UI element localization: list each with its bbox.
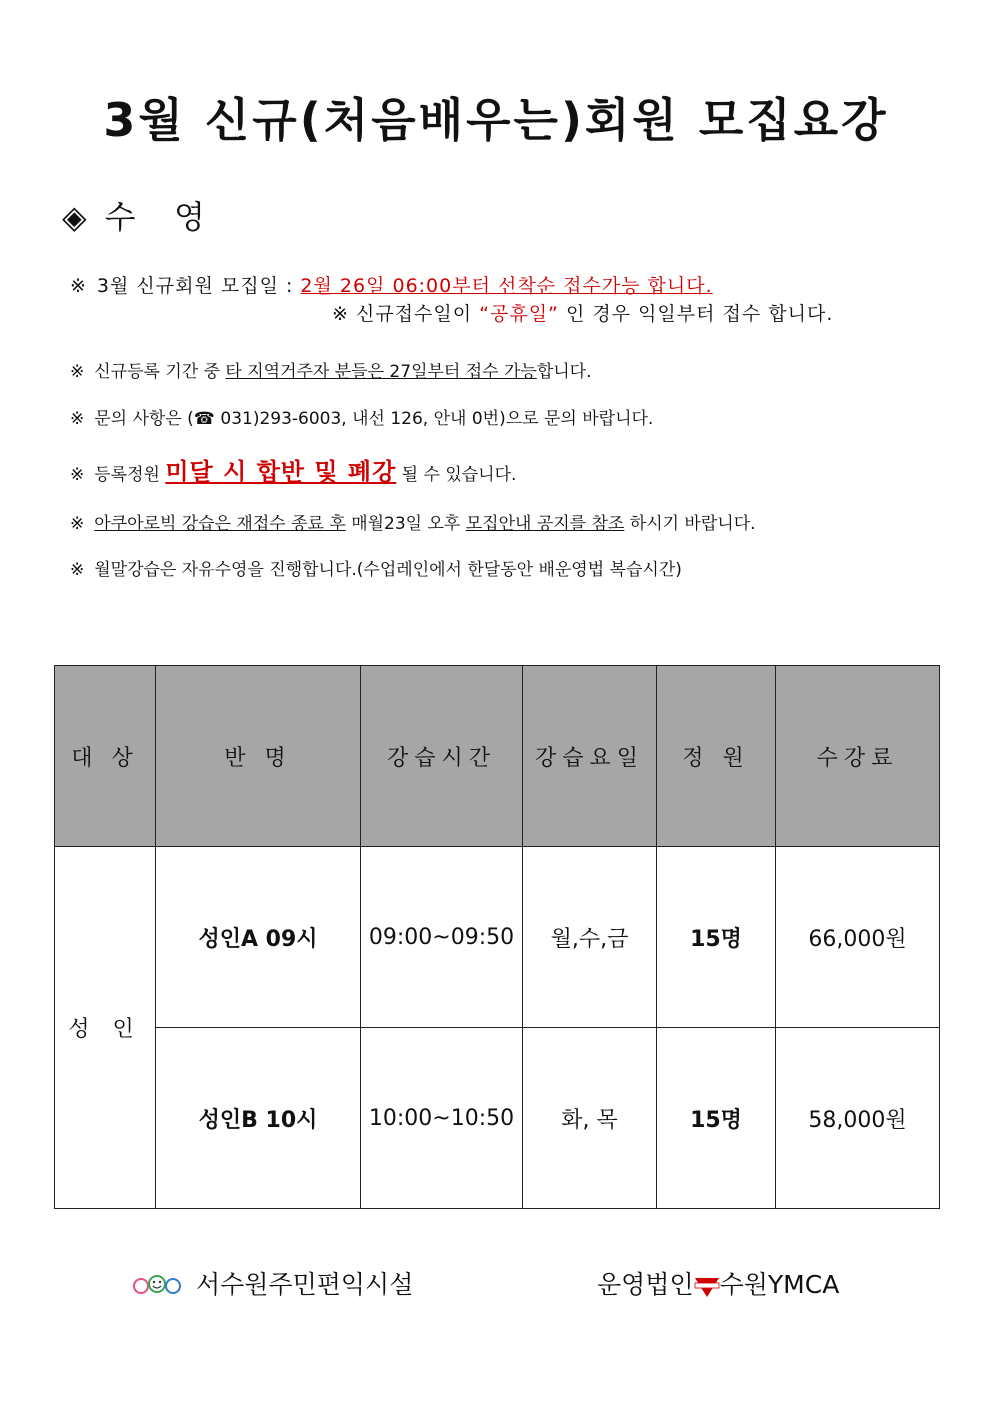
group-cell: 성 인: [55, 847, 156, 1209]
table-header-row: [55, 666, 940, 847]
table-row: [55, 847, 940, 1028]
reference-mark: ※: [70, 514, 85, 534]
facility-name: 서수원주민편익시설: [196, 1270, 414, 1299]
schedule-table: [54, 665, 940, 1209]
table-row: [55, 1028, 940, 1209]
header-fee: 수강료: [776, 666, 940, 847]
class-time: 09:00~09:50: [361, 847, 523, 1028]
header-target: 대 상: [55, 666, 156, 847]
class-capacity: 15명: [657, 1028, 776, 1209]
aquarobic-notice: [70, 509, 756, 534]
min-pre: 등록정원: [94, 465, 160, 485]
operator-label: 운영법인: [597, 1270, 694, 1299]
reference-mark: ※: [70, 465, 85, 485]
recruit-label: 3월 신규회원 모집일 :: [96, 275, 294, 297]
operator-name: 수원YMCA: [719, 1270, 840, 1299]
minimum-enrollment-notice: [70, 452, 516, 487]
header-days: 강습요일: [523, 666, 657, 847]
page-title: 3월 신규(처음배우는)회원 모집요강: [103, 93, 889, 147]
month-end-notice: [70, 555, 682, 580]
month-end-text: 월말강습은 자유수영을 진행합니다.(수업레인에서 한달동안 배운영법 복습시간): [94, 560, 682, 580]
class-time: 10:00~10:50: [361, 1028, 523, 1209]
min-emphasis: 미달 시 합반 및 폐강: [165, 458, 397, 486]
section-heading: [62, 192, 207, 238]
reference-mark: ※: [70, 409, 85, 429]
header-capacity: 정 원: [657, 666, 776, 847]
min-post: 될 수 있습니다.: [401, 465, 517, 485]
other-underline: 타 지역거주자 분들은 27일부터 접수 가능: [225, 362, 537, 382]
facility-footer: [132, 1265, 413, 1301]
aqua-mid: 매월23일 오후: [351, 514, 461, 534]
aqua-underline-1: 아쿠아로빅 강습은 재접수 종료 후: [94, 514, 346, 534]
diamond-icon: ◈: [62, 198, 89, 236]
class-capacity: 15명: [657, 847, 776, 1028]
other-region-notice: [70, 357, 592, 382]
reference-mark: ※: [70, 362, 85, 382]
holiday-post: 인 경우 익일부터 접수 합니다.: [565, 303, 834, 325]
class-fee: 66,000원: [776, 847, 940, 1028]
class-name: 성인A 09시: [156, 847, 361, 1028]
class-days: 화, 목: [523, 1028, 657, 1209]
inquiry-text: 문의 사항은 (☎ 031)293-6003, 내선 126, 안내 0번)으로 문의 바랍니다.: [94, 409, 654, 429]
class-days: 월,수,금: [523, 847, 657, 1028]
other-post: 합니다.: [536, 362, 592, 382]
reference-mark: ※: [70, 560, 85, 580]
aqua-post: 하시기 바랍니다.: [629, 514, 756, 534]
recruit-date-notice: [70, 271, 713, 298]
class-fee: 58,000원: [776, 1028, 940, 1209]
section-label: 수 영: [104, 198, 207, 236]
recruit-date: 2월 26일 06:00부터 선착순 접수가능 합니다.: [300, 275, 713, 297]
ymca-logo-icon: [694, 1275, 720, 1297]
reference-mark: ※: [70, 275, 87, 297]
class-name: 성인B 10시: [156, 1028, 361, 1209]
holiday-word: “공휴일”: [479, 303, 559, 325]
operator-footer: [597, 1265, 839, 1301]
header-time: 강습시간: [361, 666, 523, 847]
inquiry-notice: [70, 404, 653, 429]
holiday-notice: [332, 299, 833, 326]
other-pre: 신규등록 기간 중: [94, 362, 221, 382]
aqua-underline-2: 모집안내 공지를 참조: [465, 514, 625, 534]
facility-logo-icon: [132, 1272, 182, 1300]
header-class: 반 명: [156, 666, 361, 847]
holiday-pre: ※ 신규접수일이: [332, 303, 473, 325]
